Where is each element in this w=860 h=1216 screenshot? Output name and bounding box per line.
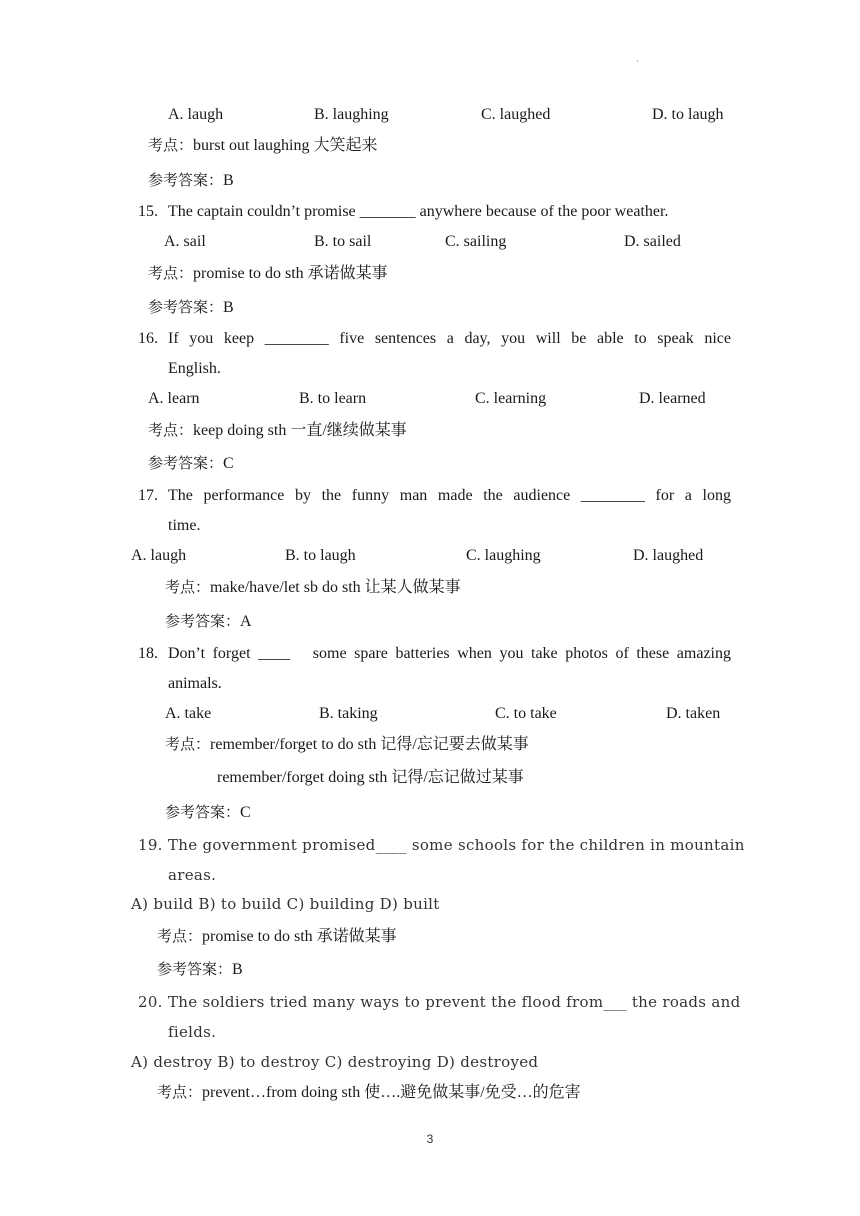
q19-text-line2: areas.	[168, 866, 217, 884]
q17-number: 17.	[138, 487, 158, 504]
q15-option-d: D. sailed	[624, 233, 681, 250]
q17-option-b: B. to laugh	[285, 547, 356, 564]
q16-option-b: B. to learn	[299, 390, 367, 407]
q16-answer-label: 参考答案：	[148, 454, 224, 472]
q16-options	[0, 389, 860, 409]
q16-point	[148, 420, 407, 441]
q20-point-text: prevent…from doing sth 使….避免做某事/免受…的危害	[202, 1084, 581, 1101]
q18-number: 18.	[138, 645, 158, 662]
q19-number: 19.	[138, 836, 163, 854]
q18-answer-label: 参考答案：	[165, 803, 241, 821]
q17-option-a: A. laugh	[131, 547, 187, 564]
q15-text: The captain couldn’t promise _______ anywhere because of the poor weather.	[168, 203, 669, 220]
q14-answer-label: 参考答案：	[148, 171, 224, 189]
q14-point-text: burst out laughing 大笑起来	[193, 137, 378, 154]
q18-point-text-1: remember/forget to do sth 记得/忘记要去做某事	[210, 736, 529, 753]
q15-answer	[148, 297, 234, 318]
q17-text-line2: time.	[168, 517, 201, 534]
q15-answer-label: 参考答案：	[148, 298, 224, 316]
q19-answer-label: 参考答案：	[157, 960, 233, 978]
q15-point-label: 考点：	[148, 264, 194, 282]
q18-point-label: 考点：	[165, 735, 211, 753]
q17-point-label: 考点：	[165, 578, 211, 596]
q17-point	[165, 577, 461, 598]
q16-number: 16.	[138, 330, 158, 347]
q18-option-a: A. take	[165, 705, 212, 722]
q14-option-b: B. laughing	[314, 106, 389, 123]
q19-point-text: promise to do sth 承诺做某事	[202, 928, 397, 945]
q17-text-line1: The performance by the funny man made the audience ________ for a long	[168, 487, 731, 504]
q14-option-d: D. to laugh	[652, 106, 724, 123]
q18-option-b: B. taking	[319, 705, 378, 722]
q17-answer-label: 参考答案：	[165, 612, 241, 630]
q17-point-text: make/have/let sb do sth 让某人做某事	[210, 579, 461, 596]
q19-point	[157, 926, 397, 947]
q18-option-c: C. to take	[495, 705, 557, 722]
q15-point-text: promise to do sth 承诺做某事	[193, 265, 388, 282]
q19-text-line1: The government promised____ some schools for the children in mountain	[168, 836, 745, 854]
q15-answer-value: B	[223, 299, 234, 316]
header-mark: ·	[636, 56, 639, 66]
q19-answer	[157, 959, 243, 980]
q19-answer-value: B	[232, 961, 243, 978]
q20-number: 20.	[138, 993, 163, 1011]
q18-text-line1: Don’t forget ____ some spare batteries when you take photos of these amazing	[168, 645, 731, 662]
q14-answer	[148, 170, 234, 191]
q18-answer-value: C	[240, 804, 251, 821]
q16-option-a: A. learn	[148, 390, 200, 407]
q16-text-line2: English.	[168, 360, 221, 377]
q14-options	[0, 105, 860, 125]
q18-options	[0, 704, 860, 724]
q16-answer-value: C	[223, 455, 234, 472]
q16-point-label: 考点：	[148, 421, 194, 439]
q14-option-a: A. laugh	[168, 106, 224, 123]
q20-point	[157, 1082, 581, 1103]
q20-text-line2: fields.	[168, 1023, 217, 1041]
q17-options	[0, 546, 860, 566]
q17-answer-value: A	[240, 613, 252, 630]
q15-option-a: A. sail	[164, 233, 206, 250]
q15-number: 15.	[138, 203, 158, 220]
q20-options: A) destroy B) to destroy C) destroying D) destroyed	[131, 1053, 539, 1071]
q18-answer	[165, 802, 251, 823]
q17-option-d: D. laughed	[633, 547, 704, 564]
q17-answer	[165, 611, 252, 632]
q16-text-line1: If you keep ________ five sentences a day, you will be able to speak nice	[168, 330, 731, 347]
page-number: 3	[426, 1132, 434, 1146]
q20-point-label: 考点：	[157, 1083, 203, 1101]
q14-point	[148, 135, 377, 156]
q14-point-label: 考点：	[148, 136, 194, 154]
q18-option-d: D. taken	[666, 705, 721, 722]
q14-option-c: C. laughed	[481, 106, 551, 123]
q14-answer-value: B	[223, 172, 234, 189]
q20-text-line1: The soldiers tried many ways to prevent the flood from___ the roads and	[168, 993, 741, 1011]
q16-answer	[148, 453, 234, 474]
q15-options	[0, 232, 860, 252]
q15-option-b: B. to sail	[314, 233, 372, 250]
q19-options: A) build B) to build C) building D) built	[131, 895, 440, 913]
q19-point-label: 考点：	[157, 927, 203, 945]
q16-point-text: keep doing sth 一直/继续做某事	[193, 422, 407, 439]
q15-point	[148, 263, 388, 284]
q18-point-line2: remember/forget doing sth 记得/忘记做过某事	[217, 769, 524, 786]
q18-text-line2: animals.	[168, 675, 222, 692]
q18-point	[165, 734, 529, 755]
q16-option-c: C. learning	[475, 390, 547, 407]
q15-option-c: C. sailing	[445, 233, 507, 250]
q16-option-d: D. learned	[639, 390, 706, 407]
q17-option-c: C. laughing	[466, 547, 541, 564]
